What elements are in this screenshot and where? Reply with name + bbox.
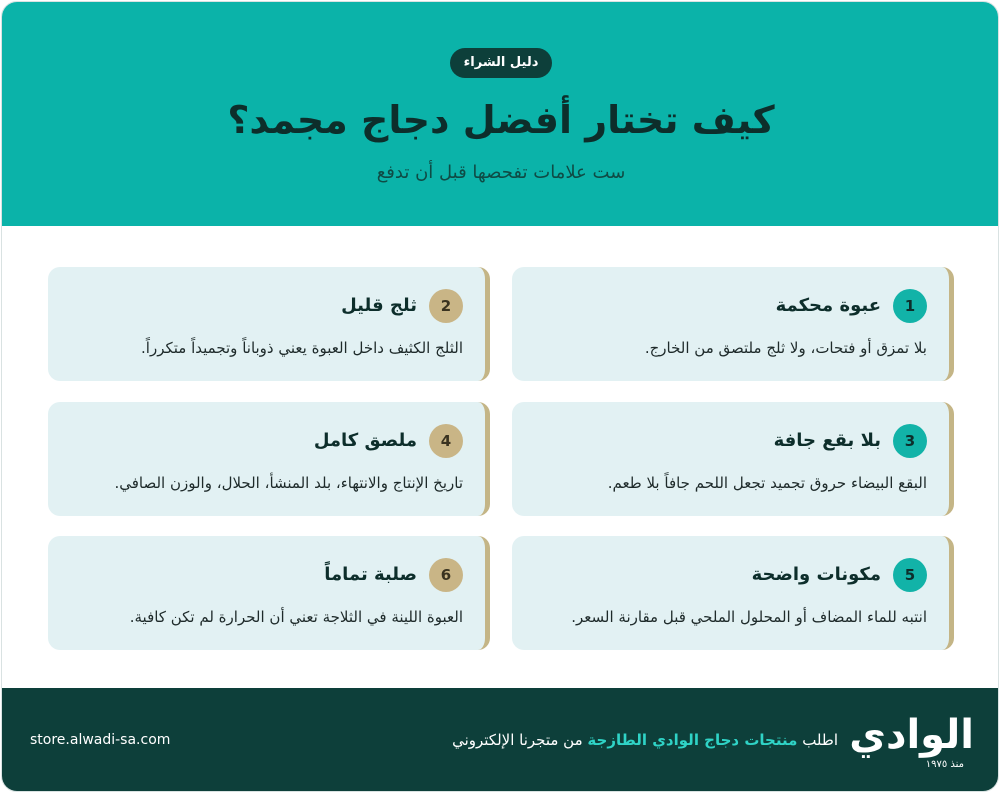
tip-title: مكونات واضحة bbox=[751, 564, 881, 585]
page-subtitle: ست علامات تفحصها قبل أن تدفع bbox=[376, 162, 626, 183]
guide-badge: دليل الشراء bbox=[450, 48, 552, 78]
brand-logo bbox=[850, 710, 974, 774]
page-title: كيف تختار أفضل دجاج مجمد؟ bbox=[227, 98, 775, 142]
tip-title: ملصق كامل bbox=[313, 430, 417, 451]
brand-logo-wordmark: الوادي bbox=[849, 712, 974, 758]
call-to-action bbox=[418, 726, 838, 754]
tip-card-2 bbox=[48, 267, 490, 381]
tip-title: ثلج قليل bbox=[341, 295, 417, 316]
tip-description: الثلج الكثيف داخل العبوة يعني ذوباناً وتجميداً متكرراً. bbox=[141, 339, 463, 357]
tip-title: بلا بقع جافة bbox=[773, 430, 881, 451]
cta-highlight: منتجات دجاج الوادي الطازجة bbox=[587, 731, 798, 749]
footer bbox=[2, 688, 999, 792]
tip-description: بلا تمزق أو فتحات، ولا ثلج ملتصق من الخارج. bbox=[644, 339, 927, 357]
tip-title: صلبة تماماً bbox=[324, 564, 417, 585]
cta-text-before: اطلب bbox=[802, 731, 838, 749]
cta-text-after: من متجرنا الإلكتروني bbox=[452, 731, 583, 749]
tip-number-badge: 4 bbox=[429, 424, 463, 458]
tip-card-3 bbox=[512, 402, 954, 516]
tip-number-badge: 5 bbox=[893, 558, 927, 592]
brand-since-label: منذ ١٩٧٥ bbox=[925, 759, 964, 770]
tip-card-1 bbox=[512, 267, 954, 381]
infographic bbox=[1, 1, 999, 792]
tip-description: البقع البيضاء حروق تجميد تجعل اللحم جافاً بلا طعم. bbox=[607, 474, 927, 492]
tip-card-4 bbox=[48, 402, 490, 516]
tip-card-5 bbox=[512, 536, 954, 650]
tip-title: عبوة محكمة bbox=[775, 295, 881, 316]
header bbox=[2, 2, 999, 226]
tip-description: العبوة اللينة في الثلاجة تعني أن الحرارة لم تكن كافية. bbox=[129, 608, 463, 626]
tip-number-badge: 6 bbox=[429, 558, 463, 592]
tip-number-badge: 3 bbox=[893, 424, 927, 458]
tip-description: انتبه للماء المضاف أو المحلول الملحي قبل مقارنة السعر. bbox=[571, 608, 927, 626]
store-link[interactable]: store.alwadi-sa.com bbox=[30, 732, 171, 748]
tip-card-6 bbox=[48, 536, 490, 650]
tip-description: تاريخ الإنتاج والانتهاء، بلد المنشأ، الحلال، والوزن الصافي. bbox=[114, 474, 463, 492]
tip-number-badge: 1 bbox=[893, 289, 927, 323]
tip-number-badge: 2 bbox=[429, 289, 463, 323]
